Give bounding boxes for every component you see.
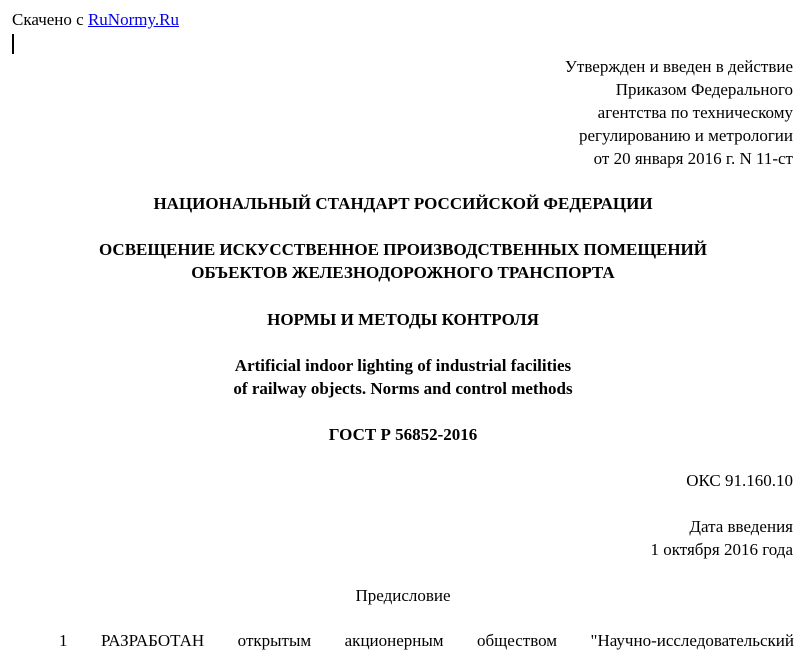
english-title-line-2: of railway objects. Norms and control methods bbox=[233, 379, 573, 398]
approval-line-3: агентства по техническому bbox=[597, 103, 793, 122]
preface-title: Предисловие bbox=[355, 586, 451, 605]
approval-line-2: Приказом Федерального bbox=[615, 80, 793, 99]
english-title-line-1: Artificial indoor lighting of industrial facilities bbox=[234, 356, 572, 375]
oks-code: ОКС 91.160.10 bbox=[686, 471, 793, 490]
approval-line-1: Утвержден и введен в действие bbox=[564, 57, 793, 76]
subtitle-heading: НОРМЫ И МЕТОДЫ КОНТРОЛЯ bbox=[267, 310, 539, 329]
preface-word: открытым bbox=[237, 631, 312, 650]
approval-line-4: регулированию и метрологии bbox=[578, 126, 793, 145]
intro-date-label: Дата введения bbox=[689, 517, 793, 536]
title-line-1: ОСВЕЩЕНИЕ ИСКУССТВЕННОЕ ПРОИЗВОДСТВЕННЫХ ПОМЕЩЕНИЙ bbox=[98, 240, 708, 259]
preface-word: "Научно-исследовательский bbox=[590, 631, 794, 650]
title-line-2: ОБЪЕКТОВ ЖЕЛЕЗНОДОРОЖНОГО ТРАНСПОРТА bbox=[191, 263, 615, 282]
source-prefix: Скачено с bbox=[12, 10, 88, 29]
preface-word: обществом bbox=[477, 631, 558, 650]
preface-word: акционерным bbox=[344, 631, 444, 650]
gost-number: ГОСТ Р 56852-2016 bbox=[328, 425, 478, 444]
text-cursor bbox=[12, 34, 14, 54]
national-standard-heading: НАЦИОНАЛЬНЫЙ СТАНДАРТ РОССИЙСКОЙ ФЕДЕРАЦИИ bbox=[153, 194, 653, 213]
approval-line-5: от 20 января 2016 г. N 11-ст bbox=[593, 149, 793, 168]
preface-word: РАЗРАБОТАН bbox=[100, 631, 205, 650]
preface-word: 1 bbox=[59, 631, 68, 650]
intro-date-value: 1 октября 2016 года bbox=[650, 540, 793, 559]
source-link[interactable]: RuNormy.Ru bbox=[87, 10, 179, 29]
source-line bbox=[12, 10, 179, 30]
preface-item-1 bbox=[59, 630, 794, 652]
